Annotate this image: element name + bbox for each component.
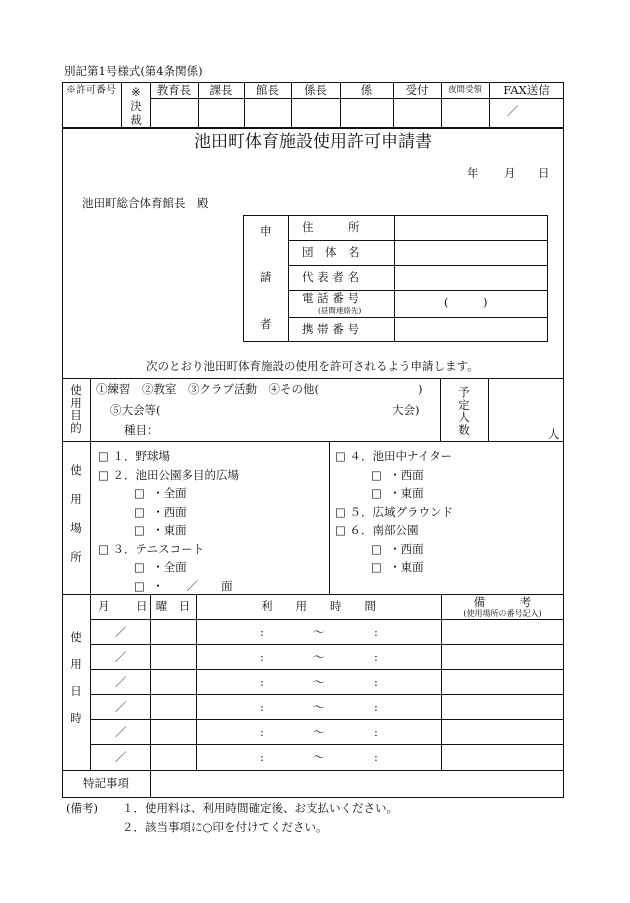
representative-label: 代 表 者 名 bbox=[302, 270, 359, 284]
row-end-colon: : bbox=[374, 750, 378, 764]
date-day: 日 bbox=[538, 166, 550, 180]
applicant-vertical-2: 請 bbox=[260, 270, 272, 284]
row-tilde: ～ bbox=[313, 625, 325, 639]
place-option[interactable]: □ ４．池田中ナイター bbox=[335, 449, 453, 463]
row-start-colon: : bbox=[260, 700, 264, 714]
place-list-right bbox=[335, 448, 563, 578]
phone-parens: ( ) bbox=[444, 295, 488, 309]
header-kancho: 館長 bbox=[256, 83, 279, 97]
header-month: 月 bbox=[98, 599, 110, 613]
row-end-colon: : bbox=[374, 625, 378, 639]
header-kakaricho: 係長 bbox=[304, 83, 327, 97]
header-remarks-note: (使用場所の番号記入) bbox=[463, 609, 542, 618]
place-option[interactable]: □ ６．南部公園 bbox=[335, 523, 419, 537]
row-tilde: ～ bbox=[313, 725, 325, 739]
kessai-label: ※ 決 裁 bbox=[130, 85, 142, 127]
expected-people-label: 予 定 人 数 bbox=[458, 385, 470, 437]
place-option[interactable]: □ ３．テニスコート bbox=[98, 541, 205, 556]
addressee: 池田町総合体育館長 殿 bbox=[82, 196, 209, 210]
purpose-label: 使 用 目 的 bbox=[70, 383, 82, 435]
place-option[interactable]: □ ・西面 bbox=[371, 541, 424, 556]
row-start-colon: : bbox=[260, 675, 264, 689]
place-option[interactable]: □ ・全面 bbox=[134, 560, 187, 574]
purpose-line2-close: 大会) bbox=[392, 403, 420, 417]
place-option[interactable]: □ １．野球場 bbox=[98, 449, 171, 463]
row-start-colon: : bbox=[260, 750, 264, 764]
header-kyoikucho: 教育長 bbox=[156, 83, 192, 97]
place-option[interactable]: □ ５．広域グラウンド bbox=[335, 504, 454, 519]
row-date-slash: ／ bbox=[115, 700, 127, 714]
header-day: 日 bbox=[136, 599, 148, 613]
place-option[interactable]: □ ・東面 bbox=[371, 486, 424, 500]
row-date-slash: ／ bbox=[115, 750, 127, 764]
phone-label: 電 話 番 号 bbox=[302, 291, 359, 305]
phone-note: (昼間連絡先) bbox=[318, 306, 362, 315]
date-year: 年 bbox=[467, 166, 479, 180]
place-option[interactable]: □ ・ ／ 面 bbox=[134, 578, 233, 593]
row-end-colon: : bbox=[374, 725, 378, 739]
request-sentence: 次のとおり池田町体育施設の使用を許可されるよう申請します。 bbox=[146, 359, 479, 373]
form-title: 池田町体育施設使用許可申請書 bbox=[194, 132, 432, 152]
group-name-label: 団 体 名 bbox=[302, 245, 360, 259]
row-tilde: ～ bbox=[313, 675, 325, 689]
mobile-label: 携 帯 番 号 bbox=[302, 322, 359, 336]
row-end-colon: : bbox=[374, 650, 378, 664]
header-remarks: 備 考 bbox=[473, 595, 532, 609]
header-uketsuke: 受付 bbox=[405, 83, 429, 97]
event-label: 種目： bbox=[124, 423, 159, 437]
row-date-slash: ／ bbox=[115, 725, 127, 739]
permit-number-label: ※許可番号 bbox=[66, 85, 116, 96]
remark-item-2: ２．該当事項に○印を付けてください。 bbox=[122, 820, 328, 834]
header-kacho: 課長 bbox=[209, 83, 233, 97]
header-kakari: 係 bbox=[360, 83, 373, 97]
header-usage-time: 利 用 時 間 bbox=[261, 599, 376, 613]
purpose-options-line1: ①練習 ②教室 ③クラブ活動 ④その他( bbox=[96, 382, 319, 396]
special-notes-label: 特記事項 bbox=[83, 776, 129, 790]
row-date-slash: ／ bbox=[115, 675, 127, 689]
row-tilde: ～ bbox=[313, 750, 325, 764]
header-yakan-juryo: 夜間受領 bbox=[447, 85, 482, 95]
row-end-colon: : bbox=[374, 700, 378, 714]
place-option[interactable]: □ ２．池田公園多目的広場 bbox=[98, 467, 240, 482]
place-option[interactable]: □ ・西面 bbox=[371, 467, 424, 482]
remark-item-1: １．使用料は、利用時間確定後、お支払いください。 bbox=[122, 801, 398, 815]
place-option[interactable]: □ ・西面 bbox=[134, 504, 187, 519]
place-list-left bbox=[98, 448, 326, 596]
row-date-slash: ／ bbox=[115, 625, 127, 639]
place-option[interactable]: □ ・東面 bbox=[371, 560, 424, 574]
form-reference: 別記第1号様式(第4条関係) bbox=[64, 64, 203, 78]
date-month: 月 bbox=[504, 166, 516, 180]
row-end-colon: : bbox=[374, 675, 378, 689]
row-start-colon: : bbox=[260, 625, 264, 639]
place-option[interactable]: □ ・東面 bbox=[134, 523, 187, 537]
remarks-label: (備考) bbox=[66, 801, 98, 815]
row-tilde: ～ bbox=[313, 700, 325, 714]
people-unit: 人 bbox=[548, 427, 560, 441]
row-date-slash: ／ bbox=[115, 650, 127, 664]
row-start-colon: : bbox=[260, 650, 264, 664]
datetime-label: 使 用 日 時 bbox=[70, 630, 82, 725]
row-tilde: ～ bbox=[313, 650, 325, 664]
purpose-options-line2: ⑤大会等( bbox=[110, 403, 161, 417]
place-label: 使 用 場 所 bbox=[70, 463, 82, 564]
header-fax: FAX送信 bbox=[503, 83, 550, 97]
applicant-vertical-3: 者 bbox=[260, 317, 272, 331]
purpose-line1-close: ) bbox=[418, 382, 423, 396]
address-label: 住 所 bbox=[302, 220, 360, 234]
fax-slash: ／ bbox=[507, 104, 519, 118]
row-start-colon: : bbox=[260, 725, 264, 739]
header-weekday: 曜 日 bbox=[155, 599, 191, 613]
place-option[interactable]: □ ・全面 bbox=[134, 486, 187, 500]
applicant-vertical-1: 申 bbox=[260, 224, 272, 238]
